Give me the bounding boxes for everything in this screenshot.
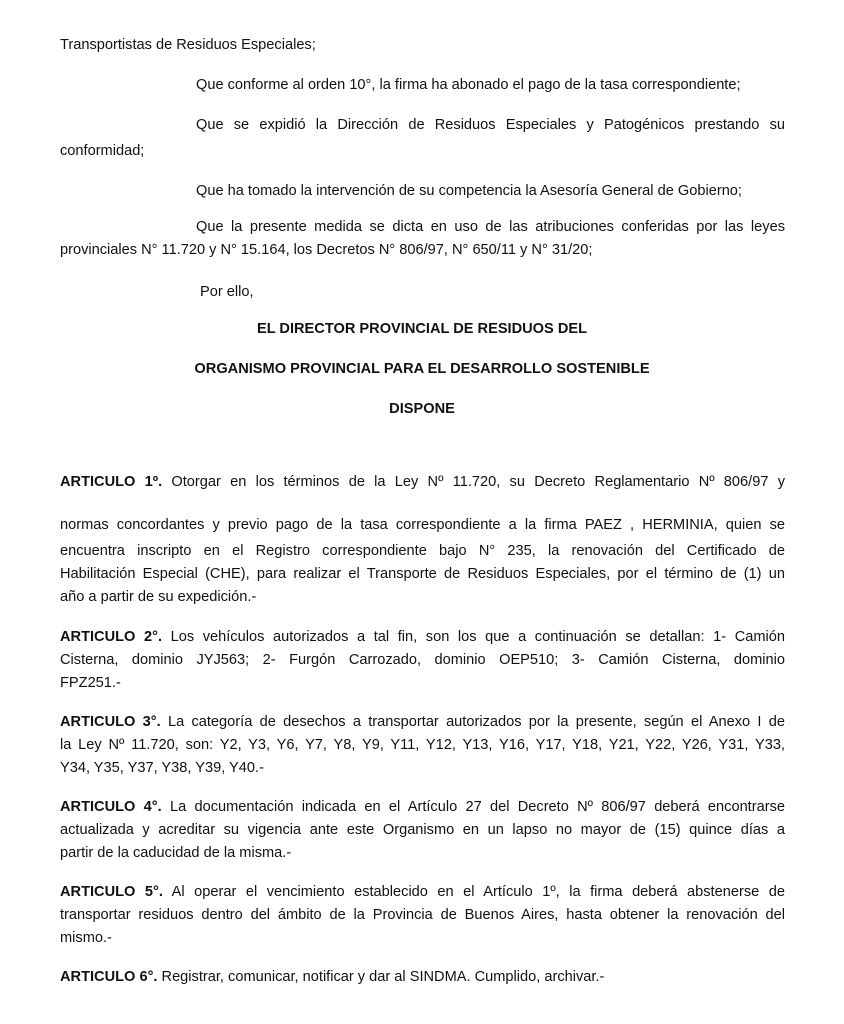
article-label: ARTICULO 1º. — [60, 474, 163, 490]
article-5: ARTICULO 5°. Al operar el vencimiento establecido en el Artículo 1º, la firma deberá abstenerse de — [60, 884, 785, 900]
preamble-paragraph: Que ha tomado la intervención de su competencia la Asesoría General de Gobierno; — [196, 183, 742, 199]
article-line: Habilitación Especial (CHE), para realizar el Transporte de Residuos Especiales, por el término de (1) un — [60, 566, 785, 582]
article-line: Cisterna, dominio JYJ563; 2- Furgón Carrozado, dominio OEP510; 3- Camión Cisterna, dominio — [60, 652, 785, 668]
article-line: la Ley Nº 11.720, son: Y2, Y3, Y6, Y7, Y8, Y9, Y11, Y12, Y13, Y16, Y17, Y18, Y21, Y22, Y26, Y31, Y33, — [60, 737, 785, 753]
heading-line: ORGANISMO PROVINCIAL PARA EL DESARROLLO SOSTENIBLE — [194, 361, 650, 377]
article-6: ARTICULO 6°. Registrar, comunicar, notificar y dar al SINDMA. Cumplido, archivar.- — [60, 969, 605, 985]
article-1: ARTICULO 1º. Otorgar en los términos de la Ley Nº 11.720, su Decreto Reglamentario Nº 806/97 y — [60, 474, 785, 490]
preamble-line: Transportistas de Residuos Especiales; — [60, 37, 316, 53]
article-4: ARTICULO 4°. La documentación indicada en el Artículo 27 del Decreto Nº 806/97 deberá encontrarse — [60, 799, 785, 815]
article-line: mismo.- — [60, 930, 112, 946]
heading-dispone: DISPONE — [389, 401, 455, 417]
preamble-paragraph: conformidad; — [60, 143, 145, 159]
article-2: ARTICULO 2°. Los vehículos autorizados a tal fin, son los que a continuación se detallan: 1- Camión — [60, 629, 785, 645]
article-line: Y34, Y35, Y37, Y38, Y39, Y40.- — [60, 760, 264, 776]
article-label: ARTICULO 2°. — [60, 629, 162, 645]
article-line: FPZ251.- — [60, 675, 121, 691]
article-label: ARTICULO 6°. — [60, 969, 158, 985]
article-line: actualizada y acreditar su vigencia ante este Organismo en un lapso no mayor de (15) quince días a — [60, 822, 785, 838]
article-label: ARTICULO 5°. — [60, 884, 163, 900]
article-label: ARTICULO 3°. — [60, 714, 161, 730]
preamble-paragraph: provinciales N° 11.720 y N° 15.164, los Decretos N° 806/97, N° 650/11 y N° 31/20; — [60, 242, 593, 258]
preamble-paragraph: Que se expidió la Dirección de Residuos Especiales y Patogénicos prestando su — [196, 117, 785, 133]
por-ello: Por ello, — [200, 284, 254, 300]
preamble-paragraph: Que la presente medida se dicta en uso de las atribuciones conferidas por las leyes — [196, 219, 785, 235]
article-label: ARTICULO 4°. — [60, 799, 162, 815]
article-line: normas concordantes y previo pago de la tasa correspondiente a la firma PAEZ , HERMINIA, quien se — [60, 517, 785, 533]
article-line: año a partir de su expedición.- — [60, 589, 257, 605]
article-line: transportar residuos dentro del ámbito de la Provincia de Buenos Aires, hasta obtener la renovación del — [60, 907, 785, 923]
article-line: partir de la caducidad de la misma.- — [60, 845, 292, 861]
article-line: encuentra inscripto en el Registro correspondiente bajo N° 235, la renovación del Certificado de — [60, 543, 785, 559]
article-3: ARTICULO 3°. La categoría de desechos a transportar autorizados por la presente, según el Anexo I de — [60, 714, 785, 730]
heading-line: EL DIRECTOR PROVINCIAL DE RESIDUOS DEL — [256, 321, 588, 337]
preamble-paragraph: Que conforme al orden 10°, la firma ha abonado el pago de la tasa correspondiente; — [196, 77, 741, 93]
